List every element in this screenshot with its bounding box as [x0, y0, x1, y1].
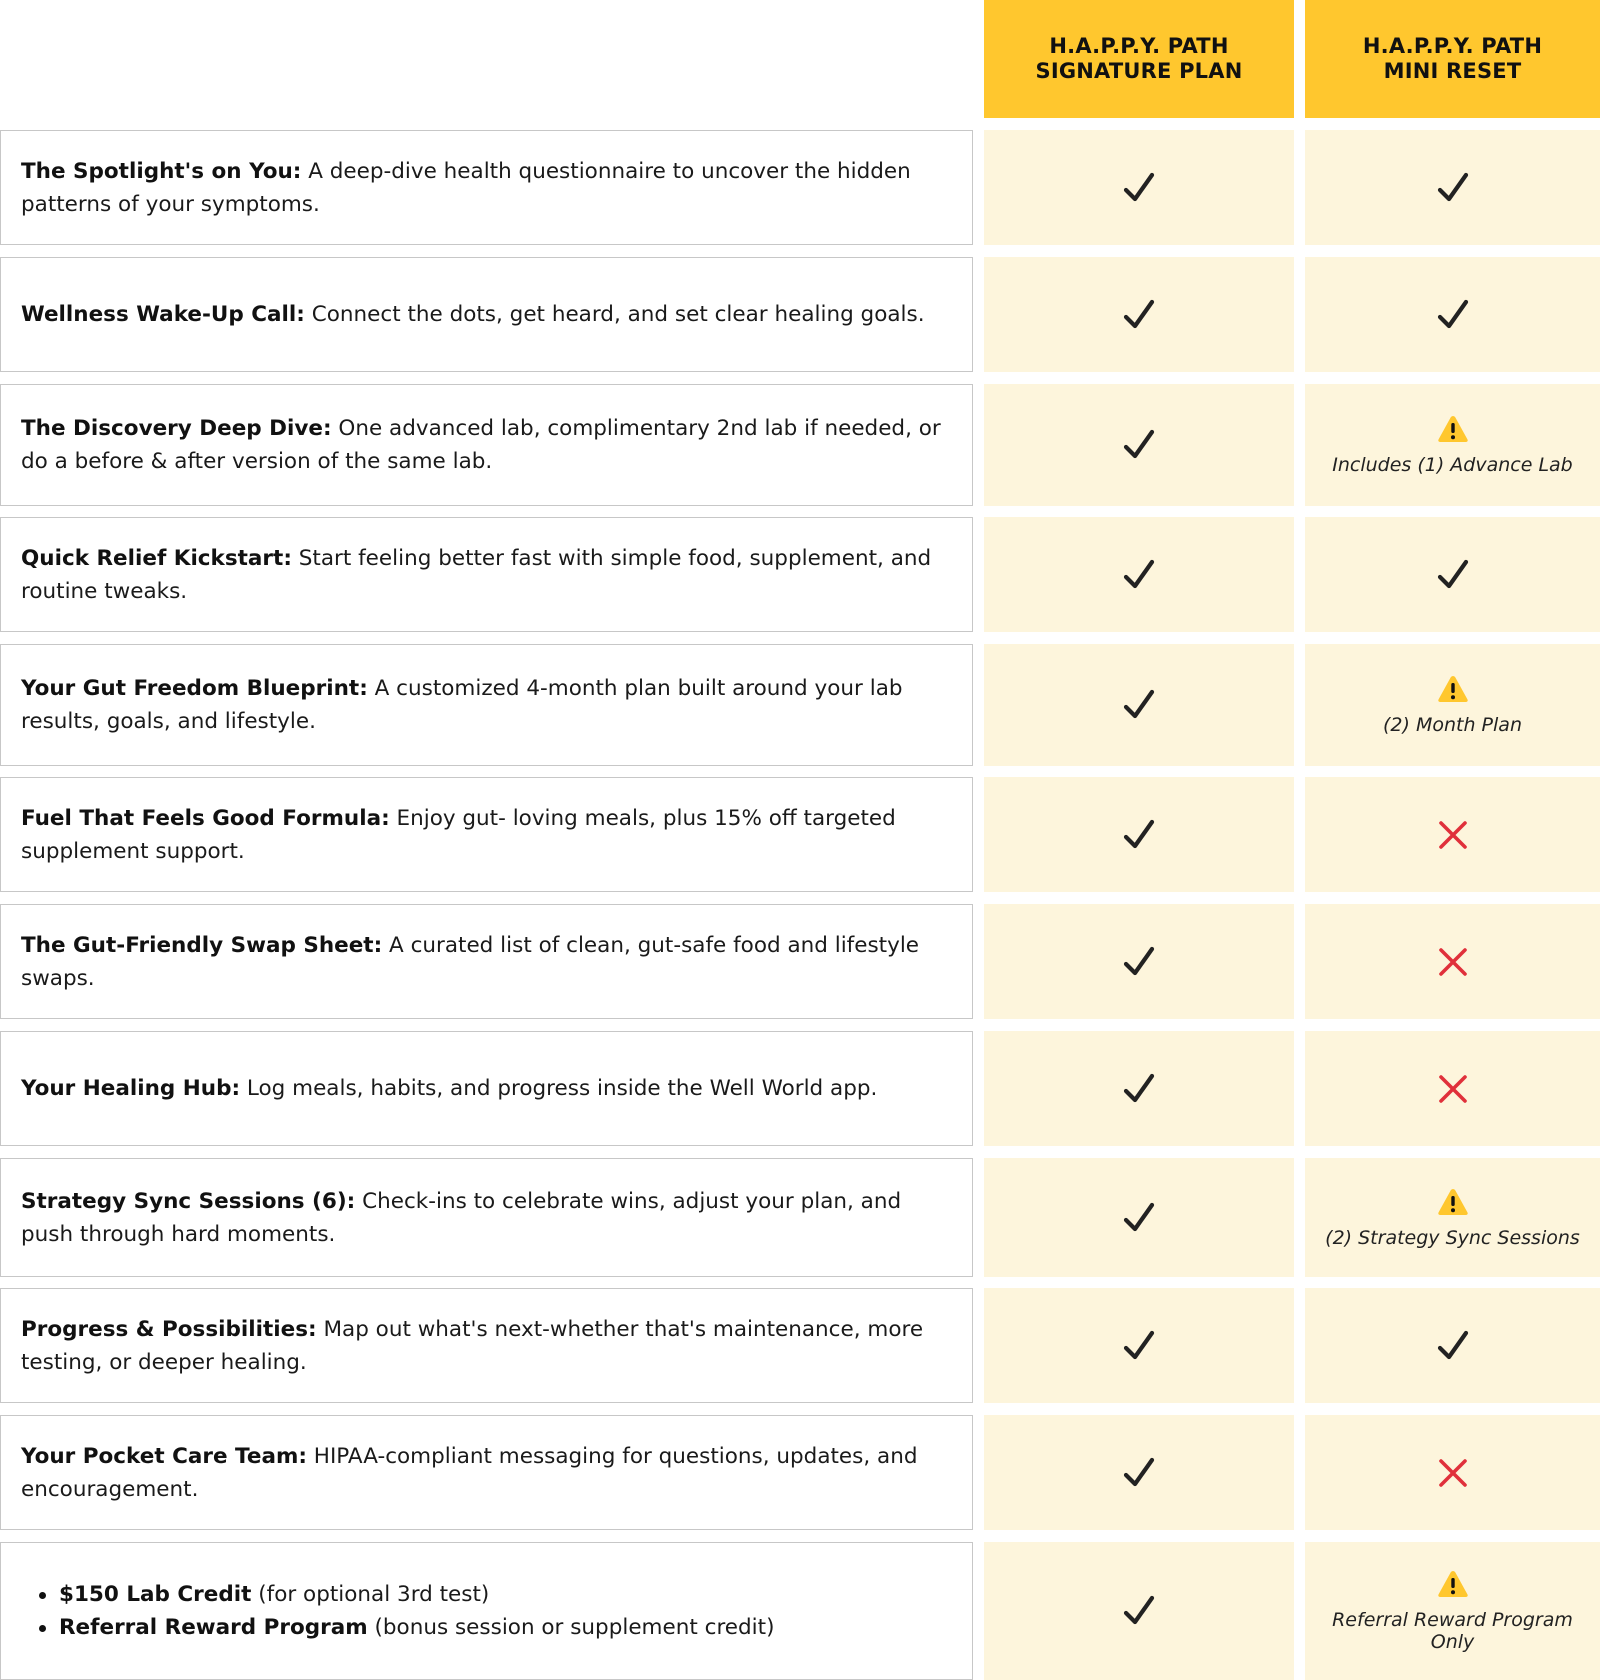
- feature-title: Your Pocket Care Team:: [21, 1443, 307, 1469]
- mini-reset-cell: [1305, 1415, 1600, 1530]
- signature-plan-cell: [984, 1542, 1294, 1680]
- bonus-description: (for optional 3rd test): [251, 1582, 490, 1607]
- bonus-list: [21, 1578, 774, 1644]
- feature-title: The Discovery Deep Dive:: [21, 416, 332, 441]
- mini-reset-cell: [1305, 384, 1600, 506]
- mini-reset-cell: [1305, 1288, 1600, 1403]
- bonus-title: Referral Reward Program: [59, 1615, 368, 1640]
- feature-cell: [0, 1415, 973, 1530]
- feature-text: [21, 298, 925, 331]
- feature-text: [21, 672, 952, 738]
- cross-icon: [1437, 1073, 1469, 1105]
- mini-reset-cell: [1305, 904, 1600, 1019]
- check-icon: [1122, 1072, 1156, 1106]
- table-row: [0, 384, 1600, 506]
- table-row: [0, 644, 1600, 766]
- feature-text: [21, 542, 952, 608]
- table-row: [0, 1158, 1600, 1277]
- feature-text: [21, 1313, 952, 1379]
- check-icon: [1122, 1201, 1156, 1235]
- table-row: [0, 1288, 1600, 1403]
- feature-text: [21, 412, 952, 478]
- check-icon: [1436, 558, 1470, 592]
- feature-text: [21, 155, 952, 221]
- cross-icon: [1437, 946, 1469, 978]
- feature-description: Map out what's next-whether that's maintenance, more testing, or deeper healing.: [21, 1316, 924, 1375]
- feature-text: [21, 1185, 952, 1251]
- mini-reset-note: (2) Strategy Sync Sessions: [1325, 1226, 1580, 1249]
- feature-text: [21, 1440, 952, 1506]
- table-row: [0, 257, 1600, 372]
- mini-reset-cell: [1305, 1158, 1600, 1277]
- column-header-line: SIGNATURE PLAN: [1035, 59, 1243, 83]
- table-row: [0, 777, 1600, 892]
- signature-plan-cell: [984, 384, 1294, 506]
- feature-cell: [0, 1542, 973, 1680]
- feature-cell: [0, 517, 973, 632]
- mini-reset-cell: [1305, 130, 1600, 245]
- mini-reset-cell: [1305, 257, 1600, 372]
- signature-plan-cell: [984, 644, 1294, 766]
- cross-icon: [1437, 819, 1469, 851]
- check-icon: [1122, 1456, 1156, 1490]
- check-icon: [1122, 1594, 1156, 1628]
- mini-reset-note: Includes (1) Advance Lab: [1332, 454, 1573, 476]
- feature-title: Fuel That Feels Good Formula:: [21, 805, 390, 831]
- bonus-title: $150 Lab Credit: [59, 1582, 252, 1607]
- feature-cell: [0, 130, 973, 245]
- mini-reset-note: (2) Month Plan: [1383, 714, 1522, 736]
- feature-description: Log meals, habits, and progress inside the Well World app.: [240, 1076, 878, 1101]
- mini-reset-cell: [1305, 777, 1600, 892]
- feature-description: One advanced lab, complimentary 2nd lab if needed, or do a before & after version of the same lab.: [21, 416, 941, 474]
- feature-description: HIPAA-compliant messaging for questions, updates, and encouragement.: [21, 1443, 918, 1502]
- table-row: [0, 904, 1600, 1019]
- feature-description: Enjoy gut- loving meals, plus 15% off targeted supplement support.: [21, 805, 896, 864]
- feature-title: Strategy Sync Sessions (6):: [21, 1188, 356, 1214]
- table-row: [0, 1031, 1600, 1146]
- feature-description: Start feeling better fast with simple food, supplement, and routine tweaks.: [21, 545, 932, 604]
- feature-cell: [0, 777, 973, 892]
- feature-cell: [0, 384, 973, 506]
- feature-cell: [0, 644, 973, 766]
- table-row: [0, 517, 1600, 632]
- feature-description: A curated list of clean, gut-safe food and lifestyle swaps.: [21, 932, 920, 991]
- cross-icon: [1437, 1457, 1469, 1489]
- warning-icon: [1437, 414, 1469, 444]
- column-header-line: H.A.P.P.Y. PATH: [1362, 34, 1543, 58]
- check-icon: [1122, 818, 1156, 852]
- signature-plan-cell: [984, 257, 1294, 372]
- mini-reset-note: Referral Reward Program Only: [1332, 1609, 1573, 1653]
- feature-description: Connect the dots, get heard, and set clear healing goals.: [304, 302, 925, 327]
- feature-description: A customized 4-month plan built around your lab results, goals, and lifestyle.: [21, 676, 903, 734]
- feature-title: Quick Relief Kickstart:: [21, 545, 292, 571]
- check-icon: [1122, 428, 1156, 462]
- feature-description: A deep-dive health questionnaire to uncover the hidden patterns of your symptoms.: [21, 158, 911, 217]
- feature-cell: [0, 1031, 973, 1146]
- column-header-mini-reset: [1305, 0, 1600, 118]
- feature-cell: [0, 904, 973, 1019]
- feature-cell: [0, 257, 973, 372]
- feature-title: Your Gut Freedom Blueprint:: [21, 676, 368, 701]
- signature-plan-cell: [984, 904, 1294, 1019]
- bonus-description: (bonus session or supplement credit): [367, 1615, 775, 1640]
- feature-description: Check-ins to celebrate wins, adjust your plan, and push through hard moments.: [21, 1188, 902, 1247]
- signature-plan-cell: [984, 1158, 1294, 1277]
- check-icon: [1436, 1329, 1470, 1363]
- feature-cell: [0, 1288, 973, 1403]
- feature-title: Wellness Wake-Up Call:: [21, 302, 305, 327]
- signature-plan-cell: [984, 1031, 1294, 1146]
- check-icon: [1122, 171, 1156, 205]
- check-icon: [1122, 298, 1156, 332]
- warning-icon: [1437, 1569, 1469, 1599]
- check-icon: [1122, 1329, 1156, 1363]
- signature-plan-cell: [984, 517, 1294, 632]
- signature-plan-cell: [984, 777, 1294, 892]
- check-icon: [1436, 171, 1470, 205]
- feature-title: Progress & Possibilities:: [21, 1316, 317, 1342]
- check-icon: [1436, 298, 1470, 332]
- feature-text: [21, 802, 952, 868]
- table-row: [0, 1542, 1600, 1680]
- signature-plan-cell: [984, 130, 1294, 245]
- check-icon: [1122, 688, 1156, 722]
- feature-text: [21, 929, 952, 995]
- table-row: [0, 1415, 1600, 1530]
- feature-cell: [0, 1158, 973, 1277]
- check-icon: [1122, 558, 1156, 592]
- feature-title: The Gut-Friendly Swap Sheet:: [21, 932, 383, 958]
- bonus-list-item: [39, 1578, 774, 1611]
- signature-plan-cell: [984, 1288, 1294, 1403]
- feature-title: The Spotlight's on You:: [21, 158, 302, 184]
- bonus-list-item: [39, 1611, 774, 1644]
- mini-reset-cell: [1305, 644, 1600, 766]
- table-row: [0, 130, 1600, 245]
- mini-reset-cell: [1305, 1031, 1600, 1146]
- column-header-line: MINI RESET: [1383, 59, 1522, 83]
- column-header-line: H.A.P.P.Y. PATH: [1049, 34, 1229, 58]
- signature-plan-cell: [984, 1415, 1294, 1530]
- feature-text: [21, 1072, 877, 1105]
- mini-reset-cell: [1305, 517, 1600, 632]
- mini-reset-cell: [1305, 1542, 1600, 1680]
- check-icon: [1122, 945, 1156, 979]
- column-header-signature-plan: [984, 0, 1294, 118]
- warning-icon: [1437, 1187, 1469, 1217]
- warning-icon: [1437, 674, 1469, 704]
- feature-title: Your Healing Hub:: [21, 1076, 241, 1101]
